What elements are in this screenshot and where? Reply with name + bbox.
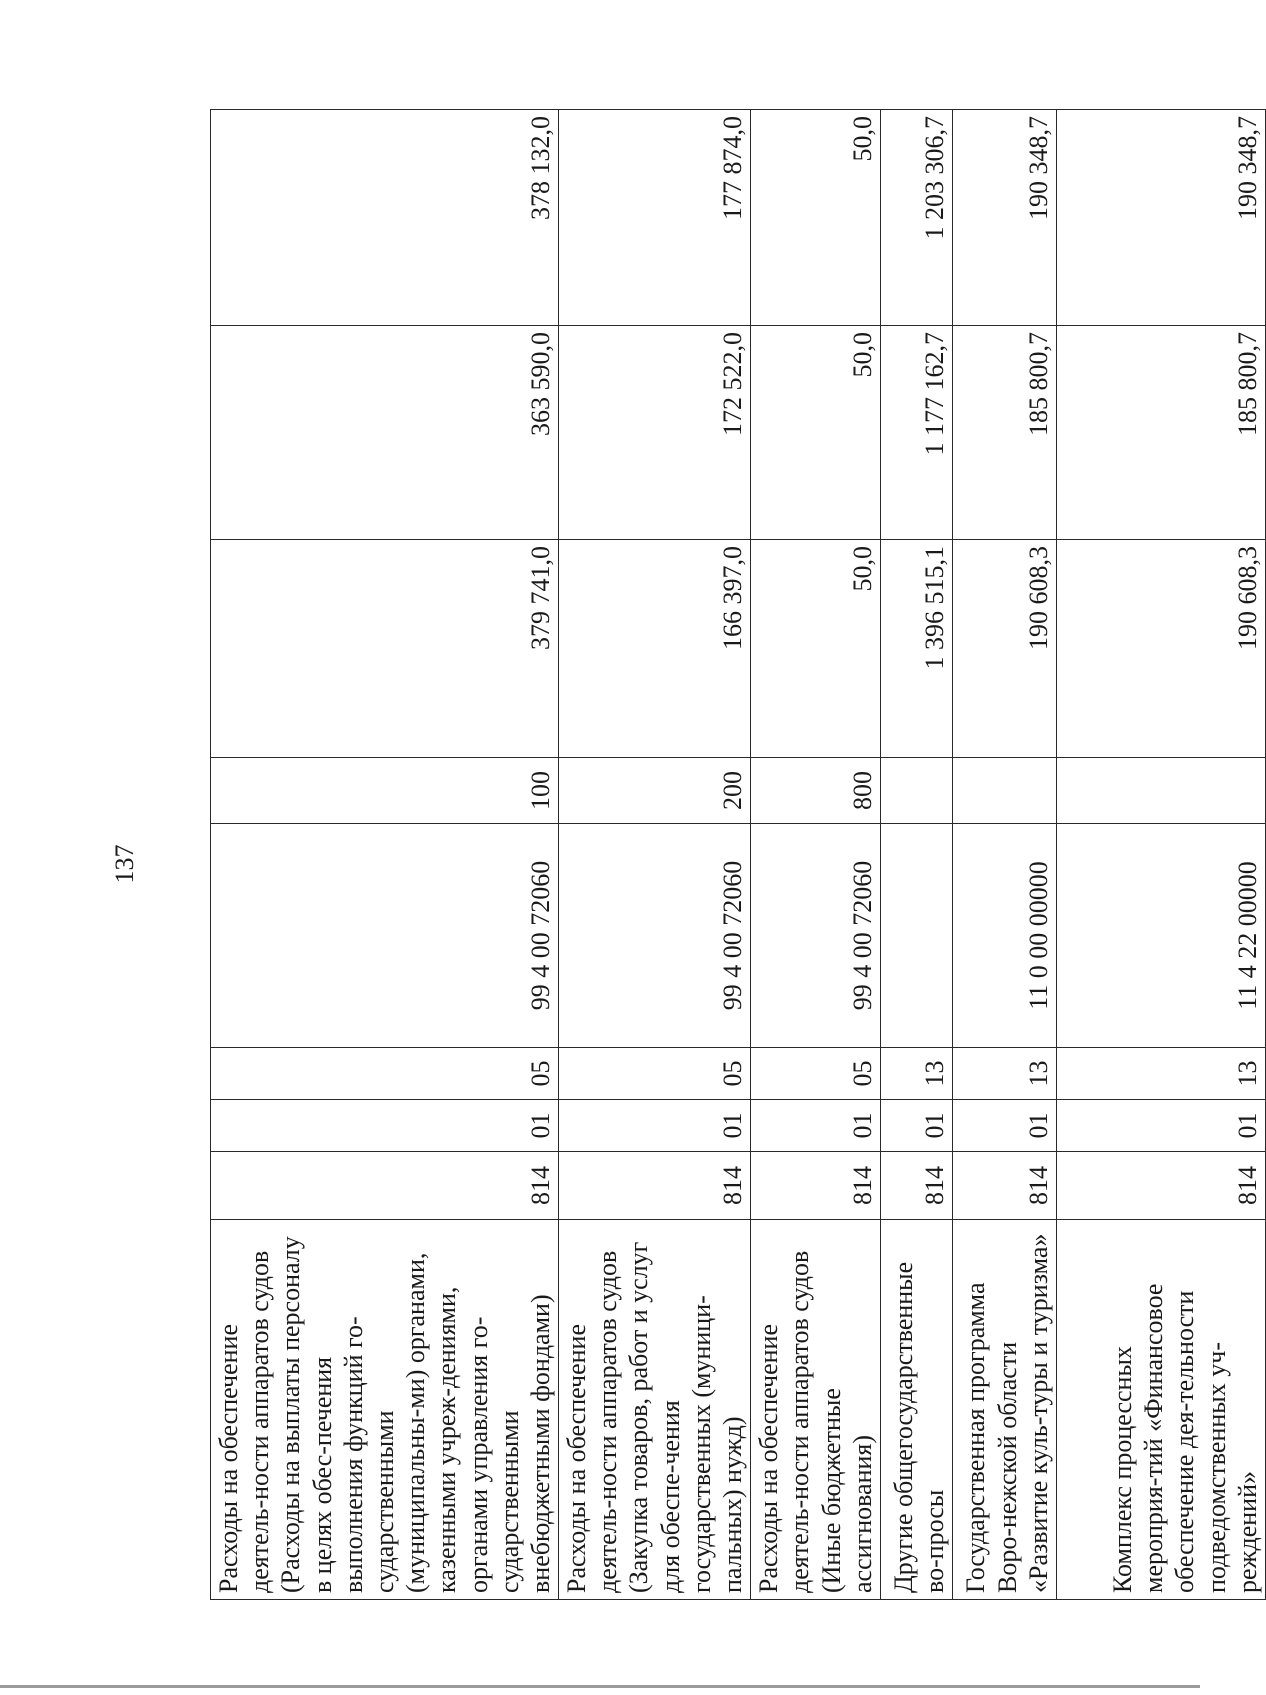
- expense-type-code: [880, 758, 952, 824]
- expense-type-code: 100: [211, 758, 559, 824]
- page-number: 137: [110, 844, 139, 884]
- expense-type-code: 800: [751, 758, 881, 824]
- grbs-code: 814: [952, 1152, 1056, 1220]
- row-name: Государственная программа Воро-нежской области «Развитие куль-туры и туризма»: [952, 1220, 1056, 1600]
- amount-year-3: 1 203 306,7: [880, 110, 952, 326]
- expense-type-code: [1056, 758, 1265, 824]
- subsection-code: 05: [751, 1048, 881, 1100]
- expense-type-code: [952, 758, 1056, 824]
- grbs-code: 814: [1056, 1152, 1265, 1220]
- table-stage: [210, 110, 1262, 1600]
- amount-year-3: 190 348,7: [952, 110, 1056, 326]
- grbs-code: 814: [559, 1152, 751, 1220]
- amount-year-1: 50,0: [751, 540, 881, 758]
- amount-year-1: 1 396 515,1: [880, 540, 952, 758]
- amount-year-2: 1 177 162,7: [880, 326, 952, 540]
- row-name: Расходы на обеспечение деятель-ности аппаратов судов (Закупка товаров, работ и услуг для обеспе-чения государственных (муници-пальных) нужд): [559, 1220, 751, 1600]
- amount-year-2: 50,0: [751, 326, 881, 540]
- section-code: 01: [880, 1100, 952, 1152]
- amount-year-3: 378 132,0: [211, 110, 559, 326]
- grbs-code: 814: [211, 1152, 559, 1220]
- target-article-code: 99 4 00 72060: [559, 824, 751, 1048]
- grbs-code: 814: [751, 1152, 881, 1220]
- table-row: [751, 110, 881, 1600]
- table-row: [211, 110, 559, 1600]
- amount-year-2: 172 522,0: [559, 326, 751, 540]
- table-row: [1056, 110, 1265, 1600]
- target-article-code: [880, 824, 952, 1048]
- row-name: Другие общегосударственные во-просы: [880, 1220, 952, 1600]
- amount-year-1: 379 741,0: [211, 540, 559, 758]
- amount-year-3: 50,0: [751, 110, 881, 326]
- grbs-code: 814: [880, 1152, 952, 1220]
- section-code: 01: [952, 1100, 1056, 1152]
- table-row: [880, 110, 952, 1600]
- amount-year-2: 185 800,7: [952, 326, 1056, 540]
- subsection-code: 05: [559, 1048, 751, 1100]
- subsection-code: 05: [211, 1048, 559, 1100]
- section-code: 01: [1056, 1100, 1265, 1152]
- amount-year-1: 190 608,3: [952, 540, 1056, 758]
- bottom-rule: [0, 1685, 1200, 1688]
- section-code: 01: [211, 1100, 559, 1152]
- row-name: Комплекс процессных мероприя-тий «Финансовое обеспечение дея-тельности подведомственных уч-реждений»: [1056, 1220, 1265, 1600]
- amount-year-1: 190 608,3: [1056, 540, 1265, 758]
- amount-year-3: 177 874,0: [559, 110, 751, 326]
- table-row: [559, 110, 751, 1600]
- target-article-code: 99 4 00 72060: [751, 824, 881, 1048]
- target-article-code: 99 4 00 72060: [211, 824, 559, 1048]
- amount-year-1: 166 397,0: [559, 540, 751, 758]
- section-code: 01: [751, 1100, 881, 1152]
- row-name: Расходы на обеспечение деятель-ности аппаратов судов (Иные бюджетные ассигнования): [751, 1220, 881, 1600]
- amount-year-3: 190 348,7: [1056, 110, 1265, 326]
- amount-year-2: 185 800,7: [1056, 326, 1265, 540]
- expense-type-code: 200: [559, 758, 751, 824]
- table-row: [952, 110, 1056, 1600]
- target-article-code: 11 0 00 00000: [952, 824, 1056, 1048]
- section-code: 01: [559, 1100, 751, 1152]
- subsection-code: 13: [880, 1048, 952, 1100]
- subsection-code: 13: [952, 1048, 1056, 1100]
- rotated-table-wrapper: [210, 110, 1262, 1600]
- amount-year-2: 363 590,0: [211, 326, 559, 540]
- budget-table: [210, 109, 1266, 1600]
- target-article-code: 11 4 22 00000: [1056, 824, 1265, 1048]
- row-name: Расходы на обеспечение деятель-ности аппаратов судов (Расходы на выплаты персоналу в целях обес-печения выполнения функций го-сударственными (муниципальны-ми) органами, казенными учреж-дениями, органами управления го-сударственными внебюджетными фондами): [211, 1220, 559, 1600]
- subsection-code: 13: [1056, 1048, 1265, 1100]
